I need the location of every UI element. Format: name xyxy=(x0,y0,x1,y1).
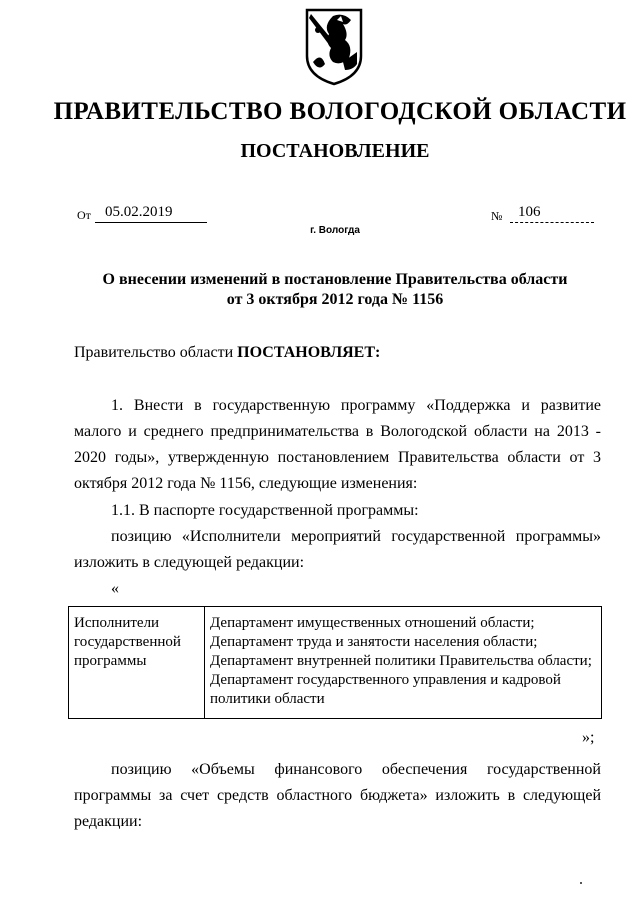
document-subject xyxy=(0,270,640,310)
city-label: г. Вологда xyxy=(310,225,360,236)
resolve-word: ПОСТАНОВЛЯЕТ: xyxy=(237,344,381,361)
executor-item: Департамент государственного управления и кадровой политики области xyxy=(210,672,561,707)
government-title: ПРАВИТЕЛЬСТВО ВОЛОГОДСКОЙ ОБЛАСТИ xyxy=(53,98,627,125)
paragraph-1: 1. Внести в государственную программу «Поддержка и развитие малого и среднего предпринимательства в Вологодской области на 2013 - 2020 годы», утвержденную постановлением Правительства области от 3 октября 2012 года № 1156, следующие изменения: xyxy=(74,397,601,492)
paragraph-1-1: 1.1. В паспорте государственной программы: xyxy=(111,502,419,519)
table-row xyxy=(69,607,602,719)
quote-open: « xyxy=(111,580,119,597)
quote-close: »; xyxy=(582,729,595,746)
subject-line-1: О внесении изменений в постановление Правительства области xyxy=(102,271,568,288)
scan-speck xyxy=(580,882,582,884)
executor-item: Департамент внутренней политики Правительства области; xyxy=(210,653,592,669)
document-number: 106 xyxy=(510,203,594,223)
passport-table xyxy=(68,606,602,719)
position-funding-paragraph: позицию «Объемы финансового обеспечения государственной программы за счет средств областного бюджета» изложить в следующей редакции: xyxy=(74,761,601,830)
executor-item: Департамент труда и занятости населения области; xyxy=(210,634,538,650)
document-type-title: ПОСТАНОВЛЕНИЕ xyxy=(240,140,430,162)
document-date: 05.02.2019 xyxy=(95,203,207,223)
table-value-cell xyxy=(205,607,602,719)
number-prefix: № xyxy=(491,209,503,223)
resolve-line xyxy=(74,340,380,366)
date-prefix: От xyxy=(77,208,91,222)
executor-item: Департамент имущественных отношений области; xyxy=(210,615,535,631)
table-label-cell: Исполнители государственной программы xyxy=(69,607,205,719)
coat-of-arms-icon xyxy=(303,6,365,88)
resolve-prefix: Правительство области xyxy=(74,344,234,361)
position-executors-paragraph: позицию «Исполнители мероприятий государственной программы» изложить в следующей редакции: xyxy=(74,528,601,571)
subject-line-2: от 3 октября 2012 года № 1156 xyxy=(226,291,444,308)
